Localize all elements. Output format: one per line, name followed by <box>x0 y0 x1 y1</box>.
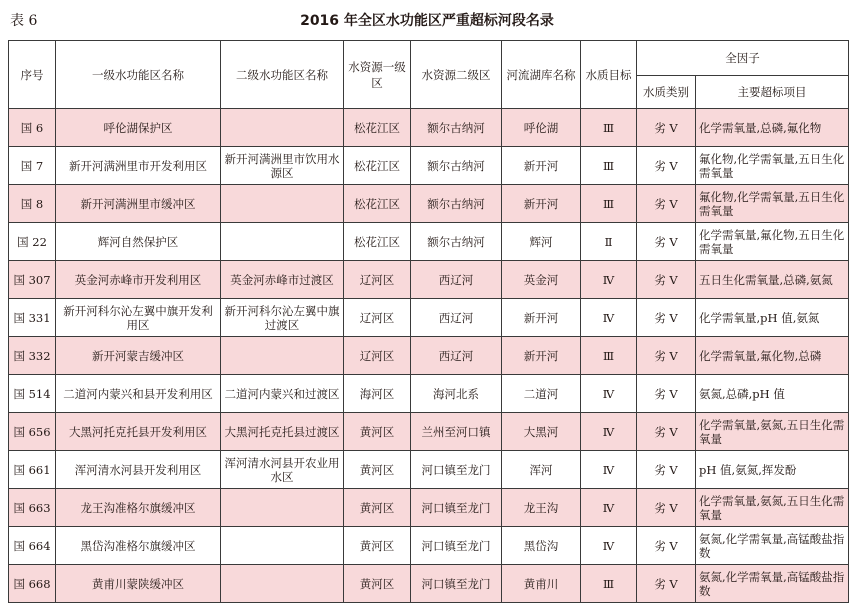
cell-river: 新开河 <box>502 299 581 337</box>
cell-target: Ⅳ <box>581 413 637 451</box>
table-caption <box>0 8 854 34</box>
header-group-all-factors: 全因子 <box>637 41 849 76</box>
cell-class: 劣 V <box>637 185 696 223</box>
table-row <box>9 147 849 185</box>
cell-zone1: 黑岱沟准格尔旗缓冲区 <box>56 527 221 565</box>
cell-index: 国 661 <box>9 451 56 489</box>
cell-index: 国 307 <box>9 261 56 299</box>
water-function-zone-table <box>8 40 849 603</box>
cell-river: 黄甫川 <box>502 565 581 603</box>
header-index: 序号 <box>9 41 56 109</box>
cell-res2: 额尔古纳河 <box>411 223 502 261</box>
table-row <box>9 375 849 413</box>
cell-zone2: 二道河内蒙兴和过渡区 <box>221 375 344 413</box>
header-target: 水质目标 <box>581 41 637 109</box>
cell-zone2: 大黑河托克托县过渡区 <box>221 413 344 451</box>
cell-zone2 <box>221 489 344 527</box>
cell-res2: 额尔古纳河 <box>411 109 502 147</box>
cell-zone1: 英金河赤峰市开发利用区 <box>56 261 221 299</box>
cell-zone1: 新开河科尔沁左翼中旗开发利用区 <box>56 299 221 337</box>
cell-index: 国 514 <box>9 375 56 413</box>
cell-river: 黑岱沟 <box>502 527 581 565</box>
cell-class: 劣 V <box>637 413 696 451</box>
cell-res1: 黄河区 <box>344 489 411 527</box>
table-row <box>9 337 849 375</box>
cell-res1: 辽河区 <box>344 299 411 337</box>
header-class: 水质类别 <box>637 76 696 109</box>
cell-res1: 松花江区 <box>344 223 411 261</box>
cell-res2: 河口镇至龙门 <box>411 527 502 565</box>
table-header <box>9 41 849 109</box>
table-body <box>9 109 849 603</box>
cell-index: 国 6 <box>9 109 56 147</box>
cell-river: 新开河 <box>502 337 581 375</box>
cell-river: 龙王沟 <box>502 489 581 527</box>
cell-res1: 松花江区 <box>344 185 411 223</box>
cell-target: Ⅳ <box>581 261 637 299</box>
cell-river: 英金河 <box>502 261 581 299</box>
table-number: 表 6 <box>10 13 38 29</box>
cell-items: 氨氮,总磷,pH 值 <box>696 375 849 413</box>
table-title: 2016 年全区水功能区严重超标河段名录 <box>300 13 554 29</box>
header-items: 主要超标项目 <box>696 76 849 109</box>
header-res2: 水资源二级区 <box>411 41 502 109</box>
cell-class: 劣 V <box>637 489 696 527</box>
cell-class: 劣 V <box>637 261 696 299</box>
table-row <box>9 223 849 261</box>
cell-zone1: 新开河满洲里市开发利用区 <box>56 147 221 185</box>
cell-zone1: 新开河满洲里市缓冲区 <box>56 185 221 223</box>
cell-river: 大黑河 <box>502 413 581 451</box>
cell-class: 劣 V <box>637 109 696 147</box>
cell-res1: 松花江区 <box>344 147 411 185</box>
cell-river: 辉河 <box>502 223 581 261</box>
cell-items: 氟化物,化学需氧量,五日生化需氧量 <box>696 147 849 185</box>
cell-res1: 黄河区 <box>344 527 411 565</box>
table-row <box>9 109 849 147</box>
cell-items: 化学需氧量,氟化物,五日生化需氧量 <box>696 223 849 261</box>
cell-items: 化学需氧量,氟化物,总磷 <box>696 337 849 375</box>
cell-zone2 <box>221 223 344 261</box>
cell-class: 劣 V <box>637 527 696 565</box>
cell-items: 五日生化需氧量,总磷,氨氮 <box>696 261 849 299</box>
cell-zone2: 英金河赤峰市过渡区 <box>221 261 344 299</box>
cell-zone2 <box>221 337 344 375</box>
cell-class: 劣 V <box>637 375 696 413</box>
cell-index: 国 332 <box>9 337 56 375</box>
table-row <box>9 565 849 603</box>
cell-index: 国 656 <box>9 413 56 451</box>
cell-index: 国 664 <box>9 527 56 565</box>
cell-res1: 松花江区 <box>344 109 411 147</box>
cell-items: 化学需氧量,氨氮,五日生化需氧量 <box>696 413 849 451</box>
cell-res1: 黄河区 <box>344 565 411 603</box>
cell-river: 新开河 <box>502 185 581 223</box>
cell-zone1: 龙王沟准格尔旗缓冲区 <box>56 489 221 527</box>
cell-items: 化学需氧量,总磷,氟化物 <box>696 109 849 147</box>
cell-target: Ⅳ <box>581 527 637 565</box>
table-row <box>9 261 849 299</box>
cell-res1: 海河区 <box>344 375 411 413</box>
table-row <box>9 413 849 451</box>
cell-zone1: 二道河内蒙兴和县开发利用区 <box>56 375 221 413</box>
cell-res2: 兰州至河口镇 <box>411 413 502 451</box>
cell-items: pH 值,氨氮,挥发酚 <box>696 451 849 489</box>
cell-zone1: 辉河自然保护区 <box>56 223 221 261</box>
cell-zone1: 大黑河托克托县开发利用区 <box>56 413 221 451</box>
cell-items: 化学需氧量,氨氮,五日生化需氧量 <box>696 489 849 527</box>
cell-zone2: 新开河满洲里市饮用水源区 <box>221 147 344 185</box>
cell-index: 国 22 <box>9 223 56 261</box>
cell-index: 国 668 <box>9 565 56 603</box>
cell-items: 氟化物,化学需氧量,五日生化需氧量 <box>696 185 849 223</box>
cell-river: 呼伦湖 <box>502 109 581 147</box>
cell-index: 国 7 <box>9 147 56 185</box>
table-row <box>9 527 849 565</box>
cell-zone1: 黄甫川蒙陕缓冲区 <box>56 565 221 603</box>
cell-index: 国 331 <box>9 299 56 337</box>
table-row <box>9 489 849 527</box>
cell-res2: 西辽河 <box>411 261 502 299</box>
header-zone2: 二级水功能区名称 <box>221 41 344 109</box>
header-river: 河流湖库名称 <box>502 41 581 109</box>
cell-target: Ⅳ <box>581 299 637 337</box>
cell-res1: 黄河区 <box>344 413 411 451</box>
cell-target: Ⅲ <box>581 565 637 603</box>
cell-target: Ⅲ <box>581 337 637 375</box>
table-row <box>9 299 849 337</box>
cell-zone2 <box>221 527 344 565</box>
cell-class: 劣 V <box>637 565 696 603</box>
cell-items: 化学需氧量,pH 值,氨氮 <box>696 299 849 337</box>
cell-res2: 河口镇至龙门 <box>411 565 502 603</box>
cell-res2: 河口镇至龙门 <box>411 451 502 489</box>
cell-res2: 西辽河 <box>411 337 502 375</box>
cell-class: 劣 V <box>637 147 696 185</box>
cell-target: Ⅲ <box>581 185 637 223</box>
cell-index: 国 663 <box>9 489 56 527</box>
cell-items: 氨氮,化学需氧量,高锰酸盐指数 <box>696 565 849 603</box>
cell-res1: 黄河区 <box>344 451 411 489</box>
cell-class: 劣 V <box>637 223 696 261</box>
cell-res2: 海河北系 <box>411 375 502 413</box>
cell-target: Ⅲ <box>581 147 637 185</box>
cell-zone1: 新开河蒙吉缓冲区 <box>56 337 221 375</box>
cell-res2: 额尔古纳河 <box>411 147 502 185</box>
cell-target: Ⅲ <box>581 109 637 147</box>
cell-target: Ⅱ <box>581 223 637 261</box>
cell-class: 劣 V <box>637 451 696 489</box>
cell-zone1: 浑河清水河县开发利用区 <box>56 451 221 489</box>
cell-res2: 西辽河 <box>411 299 502 337</box>
cell-river: 新开河 <box>502 147 581 185</box>
cell-zone1: 呼伦湖保护区 <box>56 109 221 147</box>
cell-river: 二道河 <box>502 375 581 413</box>
cell-class: 劣 V <box>637 299 696 337</box>
cell-zone2 <box>221 185 344 223</box>
table-row <box>9 451 849 489</box>
cell-items: 氨氮,化学需氧量,高锰酸盐指数 <box>696 527 849 565</box>
cell-res1: 辽河区 <box>344 337 411 375</box>
cell-target: Ⅳ <box>581 375 637 413</box>
cell-res2: 河口镇至龙门 <box>411 489 502 527</box>
cell-zone2: 浑河清水河县开农业用水区 <box>221 451 344 489</box>
cell-target: Ⅳ <box>581 489 637 527</box>
cell-zone2 <box>221 109 344 147</box>
cell-zone2: 新开河科尔沁左翼中旗过渡区 <box>221 299 344 337</box>
cell-river: 浑河 <box>502 451 581 489</box>
cell-res2: 额尔古纳河 <box>411 185 502 223</box>
header-res1: 水资源一级区 <box>344 41 411 109</box>
cell-index: 国 8 <box>9 185 56 223</box>
header-zone1: 一级水功能区名称 <box>56 41 221 109</box>
cell-target: Ⅳ <box>581 451 637 489</box>
table-row <box>9 185 849 223</box>
cell-zone2 <box>221 565 344 603</box>
cell-res1: 辽河区 <box>344 261 411 299</box>
cell-class: 劣 V <box>637 337 696 375</box>
